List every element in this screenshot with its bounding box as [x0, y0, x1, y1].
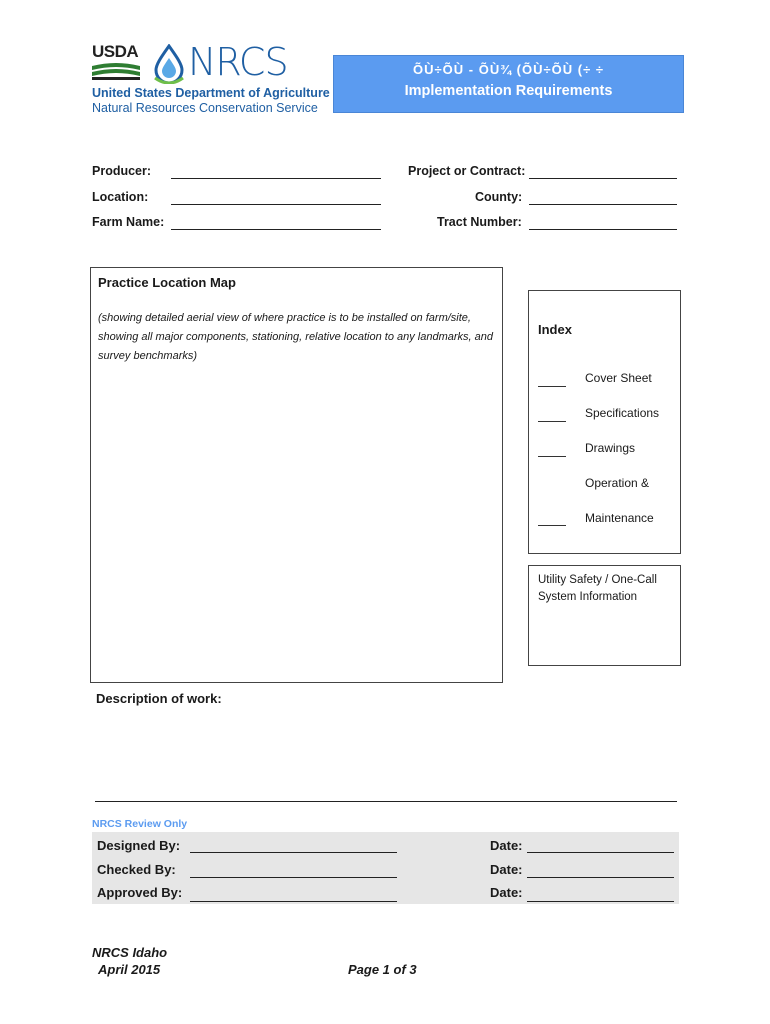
approved-by-field[interactable]	[190, 901, 397, 902]
index-item-drawings: Drawings	[585, 441, 636, 455]
index-title: Index	[538, 322, 572, 337]
designed-by-label: Designed By:	[97, 838, 181, 853]
farm-name-field[interactable]	[171, 229, 381, 230]
farm-name-label: Farm Name:	[92, 215, 165, 229]
location-label: Location:	[92, 190, 149, 204]
project-contract-label: Project or Contract:	[408, 164, 526, 178]
approved-date-label: Date:	[490, 885, 523, 900]
location-field[interactable]	[171, 204, 381, 205]
designed-by-field[interactable]	[190, 852, 397, 853]
map-note: (showing detailed aerial view of where practice is to be installed on farm/site, showing all major components, stationing, relative location to any landmarks, and survey benchmarks)	[98, 312, 493, 362]
index-checkbox-specifications[interactable]	[538, 421, 566, 422]
designed-date-field[interactable]	[527, 852, 674, 853]
checked-by-field[interactable]	[190, 877, 397, 878]
nrcs-logo-text: NRCS	[188, 40, 288, 84]
map-title: Practice Location Map	[98, 275, 236, 290]
header-title-box	[333, 55, 684, 113]
index-item-maintenance: Maintenance	[585, 511, 654, 525]
footer-page-number: Page 1 of 3	[348, 962, 417, 977]
footer-date: April 2015	[98, 962, 161, 977]
checked-date-label: Date:	[490, 862, 523, 877]
producer-field[interactable]	[171, 178, 381, 179]
index-checkbox-drawings[interactable]	[538, 456, 566, 457]
review-section-label: NRCS Review Only	[92, 818, 188, 830]
nrcs-drop-icon	[152, 44, 186, 84]
county-field[interactable]	[529, 204, 677, 205]
tract-number-field[interactable]	[529, 229, 677, 230]
index-item-cover-sheet: Cover Sheet	[585, 371, 652, 385]
checked-date-field[interactable]	[527, 877, 674, 878]
index-item-operation: Operation &	[585, 476, 650, 490]
footer-org: NRCS Idaho	[92, 945, 168, 960]
page-title: Implementation Requirements	[404, 83, 613, 99]
designed-date-label: Date:	[490, 838, 523, 853]
project-contract-field[interactable]	[529, 178, 677, 179]
usda-logo-text: USDA	[92, 42, 139, 61]
approved-date-field[interactable]	[527, 901, 674, 902]
index-checkbox-operation-maintenance[interactable]	[538, 525, 566, 526]
description-field[interactable]	[95, 801, 677, 802]
tract-number-label: Tract Number:	[437, 215, 522, 229]
approved-by-label: Approved By:	[97, 885, 183, 900]
service-name: Natural Resources Conservation Service	[92, 101, 318, 115]
county-label: County:	[475, 190, 523, 204]
description-label: Description of work:	[96, 691, 222, 706]
checked-by-label: Checked By:	[97, 862, 176, 877]
department-name: United States Department of Agriculture	[92, 86, 330, 100]
usda-logo-icon	[92, 62, 140, 80]
utility-safety-text: Utility Safety / One-Call System Information	[538, 574, 657, 603]
index-checkbox-cover-sheet[interactable]	[538, 386, 566, 387]
index-item-specifications: Specifications	[585, 406, 660, 420]
producer-label: Producer:	[92, 164, 152, 178]
header-code: ÕÙ÷ÕÙ - ÕÙ¾ (ÕÙ÷ÕÙ (÷ ÷	[413, 62, 604, 77]
